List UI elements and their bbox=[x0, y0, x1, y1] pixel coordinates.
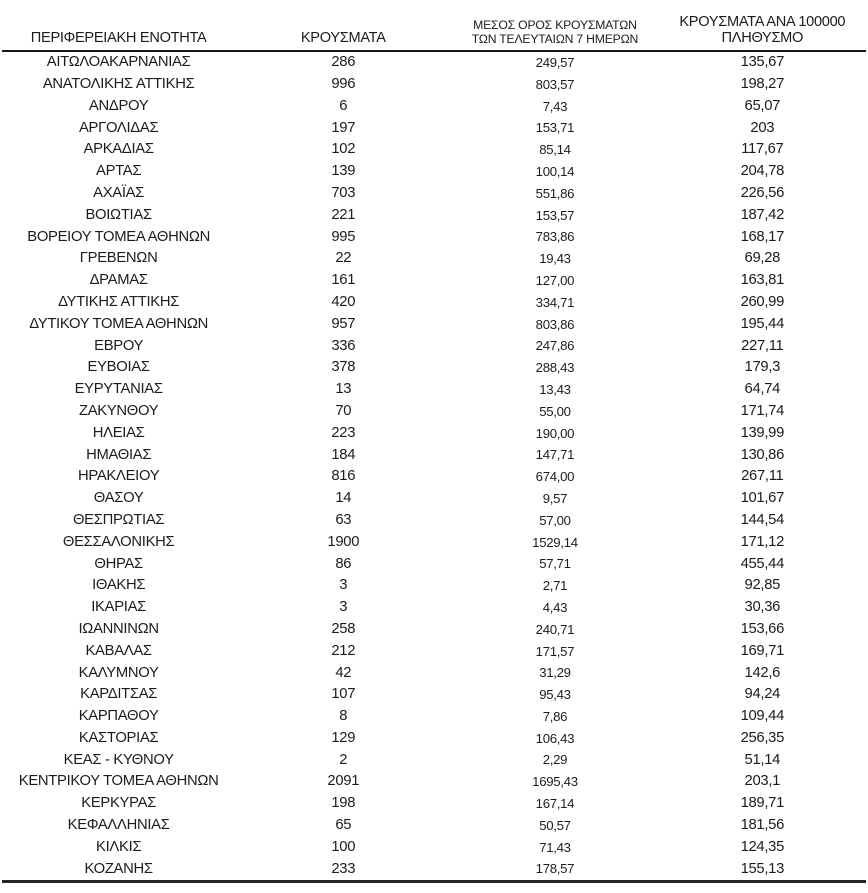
region-name-cell: ΚΕΝΤΡΙΚΟΥ ΤΟΜΕΑ ΑΘΗΝΩΝ bbox=[18, 773, 219, 790]
cases-per-100000-cell: 65,07 bbox=[744, 97, 781, 114]
cases-per-100000-cell: 168,17 bbox=[740, 228, 785, 245]
cases-per-100000-cell: 101,67 bbox=[740, 490, 785, 507]
region-name-cell: ΚΑΒΑΛΑΣ bbox=[85, 642, 152, 659]
table-row bbox=[2, 684, 866, 706]
cases-cell: 8 bbox=[339, 708, 348, 725]
cases-per-100000-cell: 226,56 bbox=[740, 184, 785, 201]
table-row bbox=[2, 793, 866, 815]
cases-per-100000-cell: 181,56 bbox=[740, 817, 785, 834]
cases-cell: 86 bbox=[335, 555, 352, 572]
cases-cell: 14 bbox=[335, 490, 352, 507]
cases-per-100000-cell: 139,99 bbox=[740, 424, 785, 441]
cases-cell: 703 bbox=[331, 184, 356, 201]
table-row bbox=[2, 357, 866, 379]
table-row bbox=[2, 727, 866, 749]
table-row bbox=[2, 270, 866, 292]
region-name-cell: ΙΚΑΡΙΑΣ bbox=[91, 599, 146, 616]
cases-cell: 197 bbox=[331, 119, 356, 136]
table-row bbox=[2, 117, 866, 139]
region-name-cell: ΙΘΑΚΗΣ bbox=[92, 577, 146, 594]
cases-per-100000-cell: 30,36 bbox=[744, 599, 781, 616]
region-name-cell: ΔΥΤΙΚΟΥ ΤΟΜΕΑ ΑΘΗΝΩΝ bbox=[29, 315, 208, 332]
column-header-cases-per-100000-line1: ΚΡΟΥΣΜΑΤΑ ΑΝΑ 100000 bbox=[679, 14, 846, 30]
table-row bbox=[2, 597, 866, 619]
avg-7-days-cell: 171,57 bbox=[535, 643, 575, 659]
cases-cell: 420 bbox=[331, 293, 356, 310]
cases-per-100000-cell: 155,13 bbox=[740, 860, 785, 877]
cases-cell: 13 bbox=[335, 381, 352, 398]
cases-per-100000-cell: 179,3 bbox=[744, 359, 781, 376]
avg-7-days-cell: 674,00 bbox=[535, 469, 575, 485]
region-name-cell: ΑΙΤΩΛΟΑΚΑΡΝΑΝΙΑΣ bbox=[46, 54, 191, 71]
table-row bbox=[2, 313, 866, 335]
region-name-cell: ΒΟΡΕΙΟΥ ΤΟΜΕΑ ΑΘΗΝΩΝ bbox=[27, 228, 210, 245]
avg-7-days-cell: 2,71 bbox=[542, 578, 568, 594]
region-name-cell: ΒΟΙΩΤΙΑΣ bbox=[85, 206, 152, 223]
table-header-row bbox=[2, 0, 866, 51]
cases-per-100000-cell: 109,44 bbox=[740, 708, 785, 725]
cases-per-100000-cell: 69,28 bbox=[744, 250, 781, 267]
table-row bbox=[2, 509, 866, 531]
cases-cell: 258 bbox=[331, 620, 356, 637]
region-name-cell: ΕΥΡΥΤΑΝΙΑΣ bbox=[74, 381, 163, 398]
cases-cell: 6 bbox=[339, 97, 348, 114]
avg-7-days-cell: 190,00 bbox=[535, 425, 575, 441]
cases-cell: 42 bbox=[335, 664, 352, 681]
cases-per-100000-cell: 94,24 bbox=[744, 686, 781, 703]
avg-7-days-cell: 803,86 bbox=[535, 316, 575, 332]
cases-per-100000-cell: 260,99 bbox=[740, 293, 785, 310]
region-name-cell: ΘΑΣΟΥ bbox=[93, 490, 144, 507]
avg-7-days-cell: 50,57 bbox=[539, 817, 571, 833]
cases-per-100000-cell: 267,11 bbox=[741, 468, 784, 485]
region-name-cell: ΑΝΑΤΟΛΙΚΗΣ ΑΤΤΙΚΗΣ bbox=[42, 75, 195, 92]
cases-per-100000-cell: 203 bbox=[750, 119, 775, 136]
cases-per-100000-cell: 227,11 bbox=[741, 337, 784, 354]
avg-7-days-cell: 153,57 bbox=[535, 207, 575, 223]
table-row bbox=[2, 226, 866, 248]
table-row bbox=[2, 858, 866, 881]
region-name-cell: ΚΑΛΥΜΝΟΥ bbox=[78, 664, 159, 681]
avg-7-days-cell: 127,00 bbox=[535, 272, 575, 288]
cases-by-regional-unit-table bbox=[2, 0, 866, 883]
avg-7-days-cell: 147,71 bbox=[535, 447, 575, 463]
avg-7-days-cell: 13,43 bbox=[539, 381, 571, 397]
column-header-cases-per-100000 bbox=[659, 0, 866, 51]
table-row bbox=[2, 575, 866, 597]
cases-cell: 2091 bbox=[327, 773, 360, 790]
region-name-cell: ΚΑΡΠΑΘΟΥ bbox=[78, 708, 159, 725]
column-header-cases bbox=[235, 0, 451, 51]
avg-7-days-cell: 178,57 bbox=[535, 861, 575, 877]
region-name-cell: ΖΑΚΥΝΘΟΥ bbox=[78, 402, 159, 419]
cases-per-100000-cell: 171,12 bbox=[740, 533, 785, 550]
column-header-cases-label: ΚΡΟΥΣΜΑΤΑ bbox=[300, 30, 386, 47]
table-row bbox=[2, 51, 866, 74]
avg-7-days-cell: 85,14 bbox=[539, 142, 571, 158]
cases-cell: 957 bbox=[331, 315, 356, 332]
avg-7-days-cell: 249,57 bbox=[535, 54, 575, 70]
avg-7-days-cell: 1529,14 bbox=[532, 534, 578, 550]
cases-cell: 139 bbox=[331, 163, 356, 180]
table-row bbox=[2, 466, 866, 488]
cases-cell: 63 bbox=[335, 511, 352, 528]
region-name-cell: ΑΧΑΪΑΣ bbox=[93, 184, 145, 201]
table-row bbox=[2, 749, 866, 771]
table-row bbox=[2, 139, 866, 161]
avg-7-days-cell: 7,86 bbox=[542, 708, 568, 724]
region-name-cell: ΔΥΤΙΚΗΣ ΑΤΤΙΚΗΣ bbox=[58, 293, 180, 310]
cases-per-100000-cell: 92,85 bbox=[744, 577, 781, 594]
cases-per-100000-cell: 117,67 bbox=[741, 141, 784, 158]
region-name-cell: ΕΒΡΟΥ bbox=[94, 337, 144, 354]
table-row bbox=[2, 488, 866, 510]
avg-7-days-cell: 19,43 bbox=[539, 251, 571, 267]
avg-7-days-cell: 57,71 bbox=[539, 556, 571, 572]
cases-per-100000-cell: 163,81 bbox=[740, 272, 785, 289]
table-row bbox=[2, 836, 866, 858]
table-row bbox=[2, 95, 866, 117]
cases-cell: 1900 bbox=[327, 533, 360, 550]
table-header bbox=[2, 0, 866, 51]
cases-per-100000-cell: 64,74 bbox=[744, 381, 781, 398]
cases-cell: 336 bbox=[331, 337, 356, 354]
table-row bbox=[2, 204, 866, 226]
table-row bbox=[2, 553, 866, 575]
cases-per-100000-cell: 455,44 bbox=[740, 555, 785, 572]
table-row bbox=[2, 379, 866, 401]
avg-7-days-cell: 334,71 bbox=[535, 294, 575, 310]
table-row bbox=[2, 662, 866, 684]
cases-cell: 233 bbox=[331, 860, 356, 877]
avg-7-days-cell: 55,00 bbox=[539, 403, 571, 419]
avg-7-days-cell: 7,43 bbox=[542, 98, 568, 114]
cases-per-100000-cell: 198,27 bbox=[740, 75, 785, 92]
avg-7-days-cell: 106,43 bbox=[535, 730, 575, 746]
cases-cell: 65 bbox=[335, 817, 352, 834]
table-row bbox=[2, 182, 866, 204]
avg-7-days-cell: 153,71 bbox=[535, 120, 575, 136]
region-name-cell: ΚΕΑΣ - ΚΥΘΝΟΥ bbox=[63, 751, 174, 768]
cases-cell: 286 bbox=[331, 54, 356, 71]
avg-7-days-cell: 288,43 bbox=[535, 360, 575, 376]
column-header-regional-unit-label: ΠΕΡΙΦΕΡΕΙΑΚΗ ΕΝΟΤΗΤΑ bbox=[30, 30, 207, 47]
region-name-cell: ΙΩΑΝΝΙΝΩΝ bbox=[78, 620, 159, 637]
avg-7-days-cell: 71,43 bbox=[539, 839, 571, 855]
avg-7-days-cell: 803,57 bbox=[535, 76, 575, 92]
table-row bbox=[2, 771, 866, 793]
cases-cell: 198 bbox=[331, 795, 356, 812]
cases-per-100000-cell: 187,42 bbox=[740, 206, 785, 223]
table-row bbox=[2, 422, 866, 444]
region-name-cell: ΚΙΛΚΙΣ bbox=[96, 838, 142, 855]
cases-per-100000-cell: 135,67 bbox=[740, 54, 785, 71]
table-row bbox=[2, 815, 866, 837]
avg-7-days-cell: 551,86 bbox=[535, 185, 575, 201]
region-name-cell: ΚΕΡΚΥΡΑΣ bbox=[81, 795, 156, 812]
avg-7-days-cell: 1695,43 bbox=[532, 774, 578, 790]
cases-cell: 184 bbox=[331, 446, 356, 463]
region-name-cell: ΑΡΤΑΣ bbox=[96, 163, 142, 180]
cases-cell: 996 bbox=[331, 75, 356, 92]
table-body bbox=[2, 51, 866, 882]
region-name-cell: ΔΡΑΜΑΣ bbox=[89, 272, 148, 289]
avg-7-days-cell: 95,43 bbox=[539, 687, 571, 703]
region-name-cell: ΑΡΚΑΔΙΑΣ bbox=[83, 141, 154, 158]
cases-cell: 3 bbox=[339, 599, 348, 616]
region-name-cell: ΚΑΣΤΟΡΙΑΣ bbox=[78, 729, 159, 746]
cases-cell: 212 bbox=[331, 642, 356, 659]
region-name-cell: ΑΝΔΡΟΥ bbox=[88, 97, 149, 114]
cases-cell: 2 bbox=[339, 751, 348, 768]
column-header-avg-7-days bbox=[451, 0, 658, 51]
table-row bbox=[2, 444, 866, 466]
cases-cell: 995 bbox=[331, 228, 356, 245]
cases-cell: 22 bbox=[335, 250, 352, 267]
cases-cell: 816 bbox=[331, 468, 356, 485]
table-row bbox=[2, 335, 866, 357]
cases-per-100000-cell: 51,14 bbox=[744, 751, 781, 768]
table-row bbox=[2, 531, 866, 553]
cases-cell: 100 bbox=[331, 838, 356, 855]
region-name-cell: ΗΡΑΚΛΕΙΟΥ bbox=[78, 468, 160, 485]
cases-cell: 70 bbox=[335, 402, 352, 419]
cases-cell: 129 bbox=[331, 729, 356, 746]
avg-7-days-cell: 9,57 bbox=[542, 490, 568, 506]
cases-per-100000-cell: 124,35 bbox=[740, 838, 785, 855]
avg-7-days-cell: 167,14 bbox=[535, 796, 575, 812]
cases-per-100000-cell: 153,66 bbox=[740, 620, 785, 637]
avg-7-days-cell: 783,86 bbox=[535, 229, 575, 245]
table-row bbox=[2, 73, 866, 95]
table-row bbox=[2, 400, 866, 422]
cases-cell: 221 bbox=[331, 206, 356, 223]
column-header-avg-7-days-line1: ΜΕΣΟΣ ΟΡΟΣ ΚΡΟΥΣΜΑΤΩΝ bbox=[473, 18, 637, 33]
cases-per-100000-cell: 144,54 bbox=[740, 511, 785, 528]
region-name-cell: ΘΕΣΠΡΩΤΙΑΣ bbox=[72, 511, 165, 528]
avg-7-days-cell: 240,71 bbox=[535, 621, 575, 637]
region-name-cell: ΘΕΣΣΑΛΟΝΙΚΗΣ bbox=[62, 533, 175, 550]
cases-cell: 107 bbox=[331, 686, 356, 703]
avg-7-days-cell: 4,43 bbox=[542, 599, 568, 615]
table-row bbox=[2, 161, 866, 183]
region-name-cell: ΗΜΑΘΙΑΣ bbox=[86, 446, 152, 463]
table-row bbox=[2, 248, 866, 270]
cases-per-100000-cell: 130,86 bbox=[740, 446, 785, 463]
avg-7-days-cell: 31,29 bbox=[539, 665, 571, 681]
table-row bbox=[2, 618, 866, 640]
cases-per-100000-cell: 171,74 bbox=[740, 402, 785, 419]
avg-7-days-cell: 100,14 bbox=[535, 163, 575, 179]
region-name-cell: ΚΕΦΑΛΛΗΝΙΑΣ bbox=[67, 817, 170, 834]
cases-per-100000-cell: 142,6 bbox=[744, 664, 781, 681]
cases-per-100000-cell: 204,78 bbox=[740, 163, 785, 180]
cases-cell: 378 bbox=[331, 359, 356, 376]
table-row bbox=[2, 291, 866, 313]
column-header-avg-7-days-line2: ΤΩΝ ΤΕΛΕΥΤΑΙΩΝ 7 ΗΜΕΡΩΝ bbox=[471, 32, 639, 47]
table-row bbox=[2, 640, 866, 662]
region-name-cell: ΑΡΓΟΛΙΔΑΣ bbox=[78, 119, 159, 136]
cases-per-100000-cell: 195,44 bbox=[740, 315, 785, 332]
cases-per-100000-cell: 169,71 bbox=[740, 642, 785, 659]
region-name-cell: ΓΡΕΒΕΝΩΝ bbox=[79, 250, 158, 267]
avg-7-days-cell: 2,29 bbox=[542, 752, 568, 768]
avg-7-days-cell: 247,86 bbox=[535, 338, 575, 354]
region-name-cell: ΚΟΖΑΝΗΣ bbox=[84, 860, 153, 877]
column-header-regional-unit bbox=[2, 0, 235, 51]
region-name-cell: ΚΑΡΔΙΤΣΑΣ bbox=[80, 686, 158, 703]
cases-cell: 161 bbox=[331, 272, 356, 289]
cases-cell: 102 bbox=[331, 141, 356, 158]
table-row bbox=[2, 706, 866, 728]
cases-cell: 223 bbox=[331, 424, 356, 441]
region-name-cell: ΕΥΒΟΙΑΣ bbox=[87, 359, 150, 376]
cases-per-100000-cell: 256,35 bbox=[740, 729, 785, 746]
avg-7-days-cell: 57,00 bbox=[539, 512, 571, 528]
cases-per-100000-cell: 203,1 bbox=[744, 773, 781, 790]
cases-cell: 3 bbox=[339, 577, 348, 594]
column-header-cases-per-100000-line2: ΠΛΗΘΥΣΜΟ bbox=[721, 30, 804, 47]
cases-per-100000-cell: 189,71 bbox=[740, 795, 785, 812]
region-name-cell: ΗΛΕΙΑΣ bbox=[92, 424, 145, 441]
region-name-cell: ΘΗΡΑΣ bbox=[94, 555, 143, 572]
